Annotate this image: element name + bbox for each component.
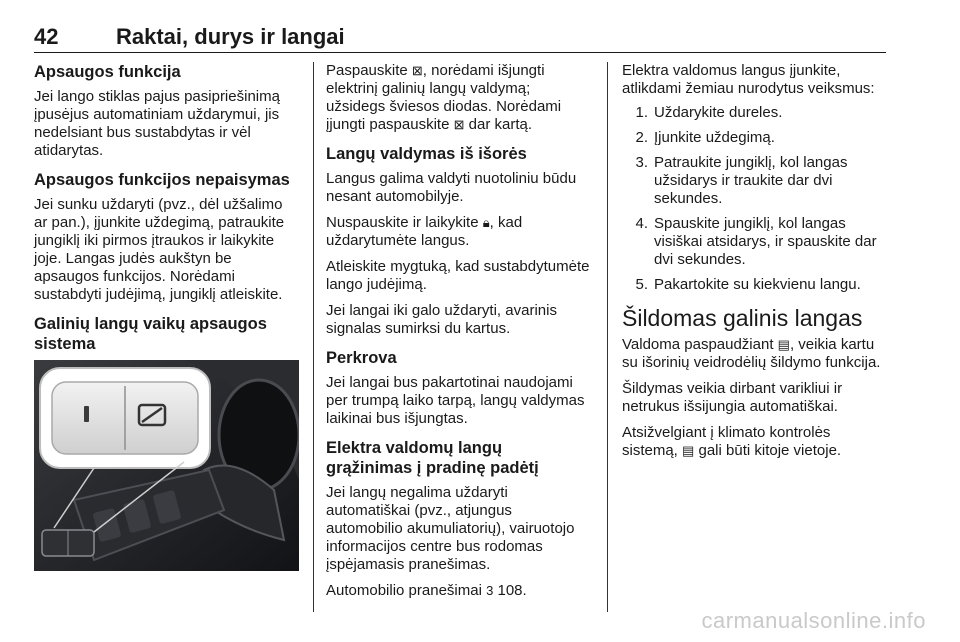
header-divider bbox=[34, 52, 886, 53]
list-item bbox=[622, 154, 890, 208]
text-climate: Atsižvelgiant į klimato kontrolės sistemą, bbox=[622, 424, 831, 459]
list-item bbox=[622, 215, 890, 269]
page-header bbox=[34, 24, 886, 54]
step-number: 1. bbox=[635, 104, 648, 121]
page-reference-icon: 3 bbox=[486, 583, 494, 598]
init-steps-list bbox=[622, 104, 890, 294]
paragraph-climate bbox=[622, 424, 890, 460]
page-number: 42 bbox=[34, 24, 59, 49]
text-heated-desc: , veikia kartu su išorinių veidrodėlių šildymo funkcija. bbox=[622, 336, 881, 371]
paragraph-hazard: Jei langai iki galo uždaryti, avarinis signalas sumirksi du kartus. bbox=[326, 302, 557, 337]
list-item bbox=[622, 276, 890, 294]
text-child-lock-desc: , norėdami išjungti elektrinį galinių langų valdymą; užsidegs šviesos diodas. Norėdami įjungti paspauskite bbox=[326, 62, 562, 133]
paragraph-hold-lock bbox=[326, 214, 592, 250]
paragraph-init-intro: Elektra valdomus langus įjunkite, atlikdami žemiau nurodytus veiksmus: bbox=[622, 62, 875, 97]
child-lock-icon-2: ⊠ bbox=[453, 117, 465, 132]
lock-icon: 🔒︎ bbox=[482, 215, 490, 230]
step-number: 4. bbox=[635, 215, 648, 232]
paragraph-heated bbox=[622, 336, 890, 372]
text-location: gali būti kitoje vietoje. bbox=[698, 442, 842, 459]
text-operated-by: Valdoma paspaudžiant bbox=[622, 336, 774, 353]
paragraph-override-end: sustabdyti judėjimą, jungiklį atleiskite. bbox=[34, 286, 283, 303]
column-2 bbox=[326, 62, 592, 608]
step-text: Įjunkite uždegimą. bbox=[654, 129, 775, 146]
paragraph-release: Atleiskite mygtuką, kad sustabdytumėte lango judėjimą. bbox=[326, 258, 590, 293]
heading-override: Apsaugos funkcijos nepaisymas bbox=[34, 171, 290, 189]
step-text: Uždarykite dureles. bbox=[654, 104, 783, 121]
column-divider-1 bbox=[313, 62, 314, 612]
paragraph-reset: Jei langų negalima uždaryti automatiškai (pvz., atjungus automobilio akumuliatorių), vairuotojo informacijos centre bus rodomas įspėjamasis pranešimas. bbox=[326, 484, 575, 573]
text-close-windows: , kad uždarytumėte langus. bbox=[326, 214, 523, 249]
door-panel-illustration bbox=[34, 360, 299, 571]
heading-heated-rear-window: Šildomas galinis langas bbox=[622, 305, 863, 331]
column-3 bbox=[622, 62, 890, 468]
page-reference-number[interactable]: 108. bbox=[497, 582, 527, 599]
paragraph-heating-auto-off: Šildymas veikia dirbant varikliui ir netrukus išsijungia automatiškai. bbox=[622, 380, 843, 415]
heading-remote-control: Langų valdymas iš išorės bbox=[326, 145, 527, 163]
watermark: carmanualsonline.info bbox=[701, 608, 926, 633]
heading-overload: Perkrova bbox=[326, 349, 397, 367]
child-lock-icon: ⊠ bbox=[411, 63, 423, 78]
heading-reset: Elektra valdomų langų grąžinimas į pradinę padėtį bbox=[326, 439, 539, 477]
heading-protection-function: Apsaugos funkcija bbox=[34, 63, 181, 81]
text-again: dar kartą. bbox=[468, 116, 533, 133]
paragraph-messages-ref bbox=[326, 582, 592, 600]
rear-window-heat-icon: ▤ bbox=[777, 337, 790, 352]
list-item bbox=[622, 129, 890, 147]
paragraph-child-lock bbox=[326, 62, 592, 134]
chapter-title: Raktai, durys ir langai bbox=[116, 24, 345, 49]
rear-window-heat-icon-2: ▤ bbox=[682, 443, 695, 458]
step-text: Pakartokite su kiekvienu langu. bbox=[654, 276, 861, 293]
text-hold: Nuspauskite ir laikykite bbox=[326, 214, 479, 231]
paragraph-override-cont: apsaugos funkcijos. Norėdami bbox=[34, 268, 235, 285]
paragraph-protection: Jei lango stiklas pajus pasipriešinimą įpusėjus automatiniam uždarymui, jis nedelsiant bus sustabdytas ir vėl atidarytas. bbox=[34, 88, 280, 159]
paragraph-remote: Langus galima valdyti nuotoliniu būdu nesant automobilyje. bbox=[326, 170, 577, 205]
child-lock-switch-photo bbox=[34, 360, 299, 571]
step-number: 3. bbox=[635, 154, 648, 171]
list-item bbox=[622, 104, 890, 122]
text-press: Paspauskite bbox=[326, 62, 408, 79]
paragraph-override: Jei sunku uždaryti (pvz., dėl užšalimo ar pan.), įjunkite uždegimą, patraukite jungiklį iki pirmos įtraukos ir laikykite joje. Langas judės aukštyn be bbox=[34, 196, 285, 267]
column-divider-2 bbox=[607, 62, 608, 612]
heading-child-lock: Galinių langų vaikų apsaugos sistema bbox=[34, 315, 267, 353]
step-number: 2. bbox=[635, 129, 648, 146]
step-text: Patraukite jungiklį, kol langas užsidarys ir traukite dar dvi sekundes. bbox=[654, 154, 848, 207]
column-1 bbox=[34, 62, 299, 571]
text-vehicle-messages: Automobilio pranešimai bbox=[326, 582, 482, 599]
step-number: 5. bbox=[635, 276, 648, 293]
step-text: Spauskite jungiklį, kol langas visiškai atsidarys, ir spauskite dar dvi sekundes. bbox=[654, 215, 877, 268]
paragraph-overload: Jei langai bus pakartotinai naudojami per trumpą laiko tarpą, langų valdymas laikinai bus išjungtas. bbox=[326, 374, 585, 427]
